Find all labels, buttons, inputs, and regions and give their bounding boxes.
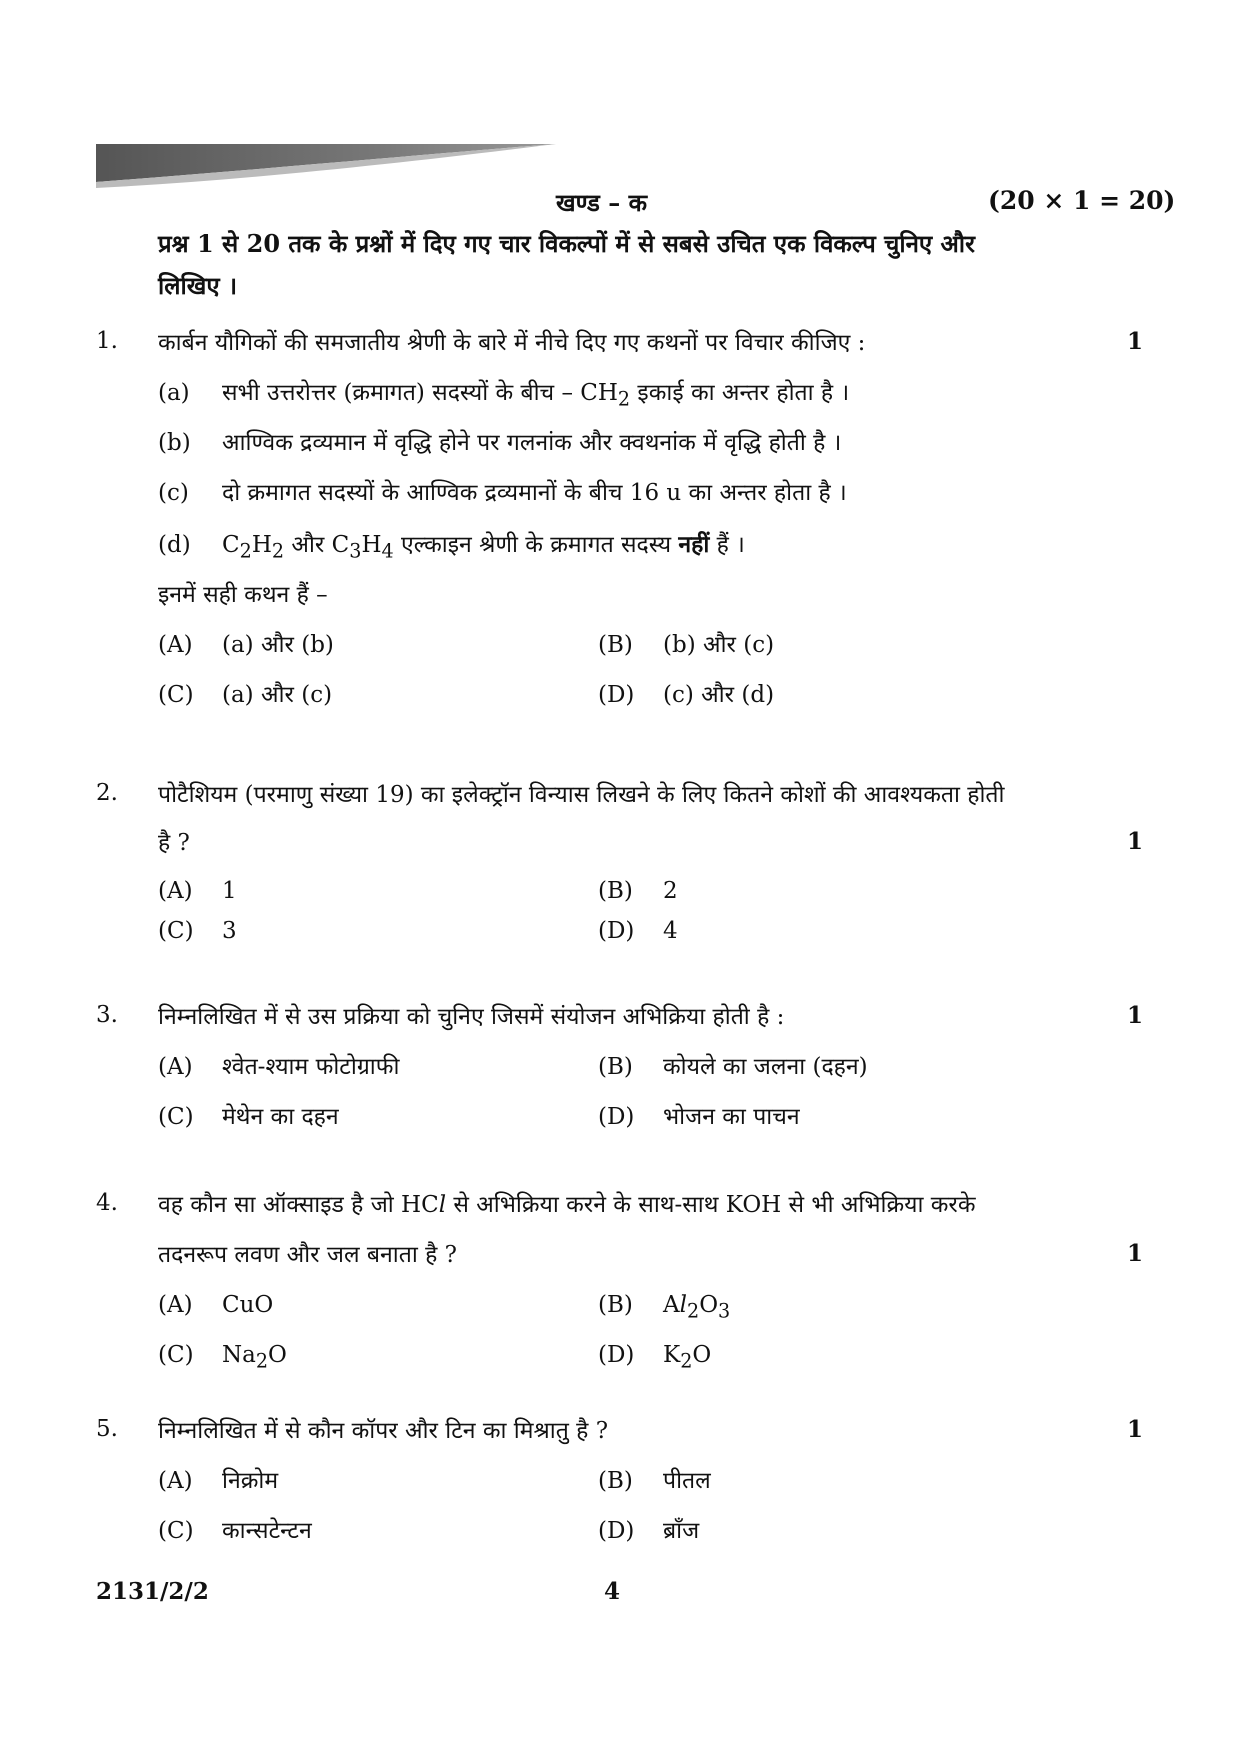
option-text: $Al_2O_3$ (663, 1292, 731, 1323)
option-text: (a) और (b) (222, 632, 334, 658)
statement-label: (d) (158, 532, 191, 558)
option-text: $K_2O$ (663, 1342, 712, 1373)
option-label: (C) (158, 682, 194, 708)
option-label: (B) (598, 1054, 633, 1080)
question-number: 4. (96, 1190, 118, 1216)
option-label: (B) (598, 1468, 633, 1494)
option-label: (C) (158, 1104, 194, 1130)
option-text: ब्राँज (663, 1518, 700, 1544)
option-label: (D) (598, 918, 635, 944)
statement-text: $C_2H_2$ और $C_3H_4$ एल्काइन श्रेणी के क्रमागत सदस्य नहीं हैं । (222, 531, 745, 563)
question-text: है ? (158, 830, 190, 856)
option-label: (D) (598, 682, 635, 708)
question-prompt: इनमें सही कथन हैं – (158, 582, 328, 608)
option-label: (A) (158, 1468, 193, 1494)
option-text: (a) और (c) (222, 682, 333, 708)
option-text: 4 (663, 918, 678, 944)
option-label: (B) (598, 878, 633, 904)
option-text: 1 (222, 878, 237, 904)
question-marks: 1 (1127, 1002, 1144, 1029)
question-number: 1. (96, 328, 118, 354)
question-number: 3. (96, 1002, 118, 1028)
question-number: 2. (96, 780, 118, 806)
option-label: (D) (598, 1518, 635, 1544)
section-marks: (20 × 1 = 20) (988, 186, 1176, 215)
option-text: कान्सटेन्टन (222, 1518, 312, 1544)
question-text: वह कौन सा ऑक्साइड है जो HCl से अभिक्रिया करने के साथ-साथ KOH से भी अभिक्रिया करके (158, 1192, 976, 1218)
question-marks: 1 (1127, 1240, 1144, 1267)
statement-text: दो क्रमागत सदस्यों के आण्विक द्रव्यमानों के बीच 16 u का अन्तर होता है । (222, 480, 847, 506)
paper-code: 2131/2/2 (96, 1578, 209, 1605)
option-text: $Na_2O$ (222, 1342, 287, 1373)
option-label: (B) (598, 1292, 633, 1318)
option-label: (C) (158, 1518, 194, 1544)
statement-label: (a) (158, 380, 190, 406)
statement-text: आण्विक द्रव्यमान में वृद्धि होने पर गलनांक और क्वथनांक में वृद्धि होती है । (222, 430, 842, 456)
question-text: कार्बन यौगिकों की समजातीय श्रेणी के बारे में नीचे दिए गए कथनों पर विचार कीजिए : (158, 330, 866, 356)
question-text: निम्नलिखित में से उस प्रक्रिया को चुनिए जिसमें संयोजन अभिक्रिया होती है : (158, 1004, 785, 1030)
question-marks: 1 (1127, 328, 1144, 355)
option-text: (c) और (d) (663, 682, 775, 708)
question-marks: 1 (1127, 1416, 1144, 1443)
question-text: निम्नलिखित में से कौन कॉपर और टिन का मिश्रातु है ? (158, 1418, 609, 1444)
option-label: (C) (158, 918, 194, 944)
page-number: 4 (604, 1578, 621, 1605)
option-text: कोयले का जलना (दहन) (663, 1054, 868, 1080)
option-label: (D) (598, 1342, 635, 1368)
header-banner (96, 140, 556, 192)
instruction-line-2: लिखिए । (158, 271, 238, 300)
option-text: भोजन का पाचन (663, 1104, 800, 1130)
option-label: (D) (598, 1104, 635, 1130)
question-text: पोटैशियम (परमाणु संख्या 19) का इलेक्ट्रॉन विन्यास लिखने के लिए कितने कोशों की आवश्यकता होती (158, 782, 1005, 808)
option-text: CuO (222, 1292, 274, 1318)
option-label: (A) (158, 1292, 193, 1318)
instruction-line-1: प्रश्न 1 से 20 तक के प्रश्नों में दिए गए चार विकल्पों में से सबसे उचित एक विकल्प चुनिए और (158, 229, 975, 258)
statement-label: (b) (158, 430, 191, 456)
option-text: (b) और (c) (663, 632, 775, 658)
question-marks: 1 (1127, 828, 1144, 855)
question-text: तदनरूप लवण और जल बनाता है ? (158, 1242, 457, 1268)
statement-label: (c) (158, 480, 189, 506)
section-title: खण्ड – क (556, 188, 648, 217)
option-label: (B) (598, 632, 633, 658)
option-label: (A) (158, 878, 193, 904)
option-text: 2 (663, 878, 678, 904)
option-text: मेथेन का दहन (222, 1104, 339, 1130)
option-text: पीतल (663, 1468, 711, 1494)
question-number: 5. (96, 1416, 118, 1442)
option-text: 3 (222, 918, 237, 944)
option-text: श्वेत-श्याम फोटोग्राफी (222, 1054, 400, 1080)
option-label: (A) (158, 632, 193, 658)
statement-text: सभी उत्तरोत्तर (क्रमागत) सदस्यों के बीच – $CH_2$ इकाई का अन्तर होता है । (222, 380, 850, 411)
option-label: (A) (158, 1054, 193, 1080)
option-text: निक्रोम (222, 1468, 279, 1494)
option-label: (C) (158, 1342, 194, 1368)
